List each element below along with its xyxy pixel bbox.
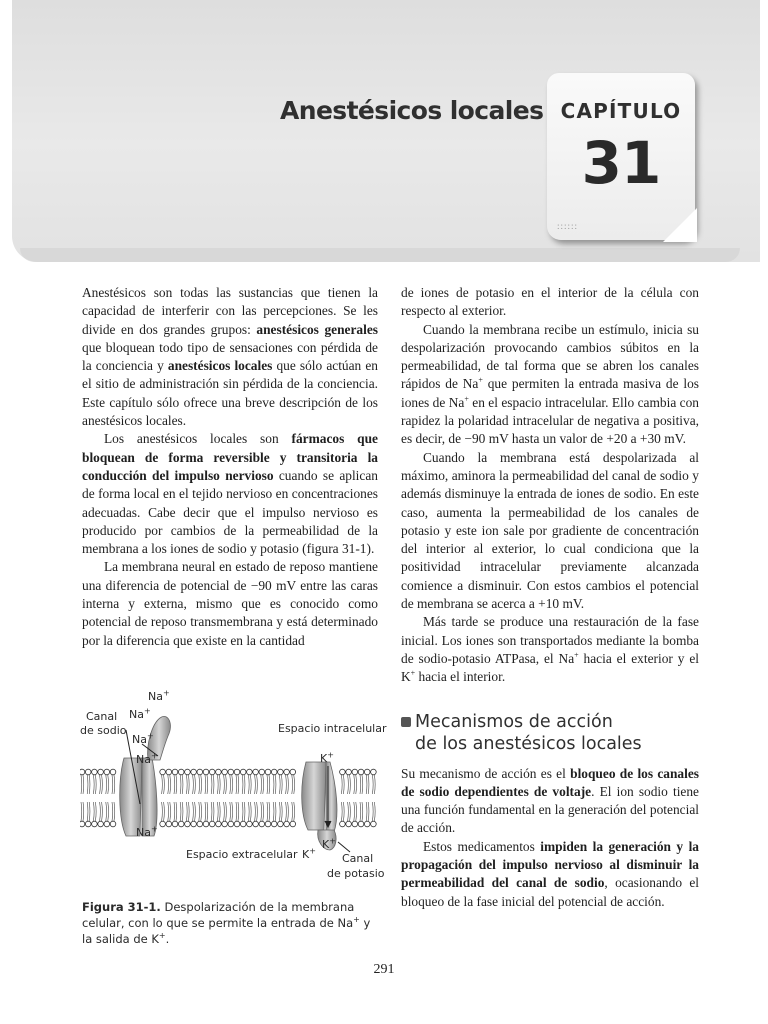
- lipid-tail: [213, 802, 214, 821]
- lipid-head: [209, 769, 215, 775]
- superscript: +: [410, 668, 416, 678]
- lipid-tail: [162, 802, 163, 821]
- label-na: Na+: [148, 688, 170, 703]
- lipid-tail: [267, 775, 268, 794]
- label-na: Na+: [136, 824, 158, 839]
- text-run: que sólo actúan en el sitio de administración sin pérdida de la conciencia. Este capítulo sólo ofrece una breve descripción de los anestésicos locales.: [82, 358, 378, 429]
- lipid-head: [259, 769, 265, 775]
- text-run: en el espacio intracelular. Ello cambia con rapidez la polaridad intracelular de negativa a positiva, es decir, de −90 mV hasta un valor de +20 a +30 mV.: [401, 394, 699, 447]
- lipid-tail: [292, 802, 293, 821]
- lipid-tail: [281, 802, 282, 821]
- text-run: que bloquean todo tipo de sensaciones con pérdida de la conciencia y: [82, 339, 378, 374]
- lipid-tail: [248, 775, 249, 794]
- lipid-head: [191, 769, 197, 775]
- lipid-head: [358, 769, 364, 775]
- label-na: Na+: [132, 731, 154, 746]
- chapter-title: Anestésicos locales: [280, 96, 544, 125]
- lipid-head: [247, 821, 253, 827]
- text-run: Más tarde se produce una restauración de la fase inicial. Los iones son transportados mediante la bomba de sodio-potasio ATPasa, el Na: [401, 614, 699, 666]
- page-number: 291: [373, 962, 395, 977]
- bold-term: anestésicos generales: [256, 321, 379, 337]
- lipid-tail: [211, 775, 212, 794]
- lipid-tail: [372, 802, 373, 821]
- lipid-head: [98, 769, 104, 775]
- lipid-head: [364, 769, 370, 775]
- lipid-head: [247, 769, 253, 775]
- lipid-tail: [341, 802, 342, 821]
- lipid-tail: [360, 802, 361, 821]
- caption-label: Figura 31-1.: [82, 900, 161, 914]
- lipid-tail: [348, 802, 349, 821]
- lipid-head: [222, 821, 228, 827]
- lipid-tail: [261, 802, 262, 821]
- bold-term: impiden la generación y la propagación del impulso nervioso al disminuir la permeabilidad del canal de sodio: [401, 838, 699, 891]
- text-run: Anestésicos son todas las sustancias que tienen la capacidad de interferir con las percepciones. Se les divide en dos grandes grupos:: [82, 285, 378, 337]
- lipid-tail: [164, 775, 165, 794]
- superscript: +: [464, 394, 469, 404]
- lipid-head: [234, 821, 240, 827]
- paragraph: La membrana neural en estado de reposo mantiene una diferencia de potencial de −90 mV entre las caras interna y externa, mismo que es conocido como potencial de reposo transmembrana y está determinado por la diferencia que existe en la cantidad: [82, 559, 378, 648]
- lipid-head: [278, 769, 284, 775]
- bold-term: bloqueo de los canales de sodio dependientes de voltaje: [401, 765, 699, 799]
- paragraph: [401, 321, 699, 449]
- lipid-head: [85, 769, 91, 775]
- left-column: [82, 284, 378, 650]
- lipid-tail: [89, 775, 90, 794]
- lipid-tail: [350, 802, 351, 821]
- lipid-tail: [275, 802, 276, 821]
- lipid-tail: [186, 802, 187, 821]
- lipid-head: [340, 769, 346, 775]
- lipid-tail: [193, 775, 194, 794]
- chapter-label: CAPÍTULO: [560, 99, 682, 123]
- lipid-tail: [106, 775, 107, 794]
- lipid-head: [166, 769, 172, 775]
- lipid-tail: [255, 775, 256, 794]
- lipid-head: [228, 769, 234, 775]
- superscript: +: [478, 376, 483, 386]
- lipid-tail: [273, 802, 274, 821]
- lipid-tail: [199, 775, 200, 794]
- lipid-tail: [93, 802, 94, 821]
- lipid-tail: [255, 802, 256, 821]
- lipid-head: [364, 821, 370, 827]
- lipid-tail: [360, 775, 361, 794]
- lipid-tail: [354, 775, 355, 794]
- lipid-head: [92, 769, 98, 775]
- lipid-head: [178, 821, 184, 827]
- bold-term: fármacos que bloquean de forma reversible y transitoria la conducción del impulso nervioso: [82, 431, 379, 483]
- lipid-tail: [205, 802, 206, 821]
- lipid-tail: [362, 802, 363, 821]
- lipid-tail: [286, 775, 287, 794]
- lipid-tail: [372, 775, 373, 794]
- lipid-head: [340, 821, 346, 827]
- lipid-tail: [100, 775, 101, 794]
- lipid-tail: [180, 802, 181, 821]
- lipid-tail: [83, 802, 84, 821]
- lipid-head: [160, 769, 166, 775]
- lipid-tail: [343, 775, 344, 794]
- lipid-head: [240, 769, 246, 775]
- lipid-head: [290, 769, 296, 775]
- lipid-tail: [366, 802, 367, 821]
- lipid-head: [92, 821, 98, 827]
- lipid-tail: [250, 802, 251, 821]
- lipid-tail: [100, 802, 101, 821]
- lipid-tail: [294, 775, 295, 794]
- lipid-tail: [108, 802, 109, 821]
- lipid-tail: [81, 775, 82, 794]
- lipid-tail: [95, 802, 96, 821]
- lipid-tail: [348, 775, 349, 794]
- bullet-icon: [401, 717, 411, 727]
- lipid-tail: [164, 802, 165, 821]
- lipid-tail: [230, 802, 231, 821]
- text-run: . El ion sodio tiene una función fundamental en la generación del potencial de acción.: [401, 783, 699, 836]
- label-k: K+: [320, 750, 334, 765]
- lipid-tail: [263, 775, 264, 794]
- lipid-tail: [368, 802, 369, 821]
- lipid-tail: [273, 775, 274, 794]
- membrane-figure: [80, 684, 387, 884]
- lipid-tail: [114, 802, 115, 821]
- paragraph: [401, 838, 699, 911]
- lipid-tail: [180, 775, 181, 794]
- lipid-tail: [356, 775, 357, 794]
- lipid-head: [371, 769, 377, 775]
- lipid-head: [104, 769, 110, 775]
- lipid-tail: [93, 775, 94, 794]
- text-run: hacia el exterior y el K: [401, 650, 699, 685]
- text-run: hacia el interior.: [415, 669, 506, 685]
- lipid-tail: [343, 802, 344, 821]
- lipid-head: [197, 821, 203, 827]
- lipid-head: [160, 821, 166, 827]
- lipid-head: [371, 821, 377, 827]
- lipid-tail: [81, 802, 82, 821]
- lipid-tail: [224, 802, 225, 821]
- lipid-head: [172, 769, 178, 775]
- lipid-head: [185, 821, 191, 827]
- paragraph: [401, 765, 699, 838]
- chapter-tab: [547, 73, 695, 240]
- section-heading-line: Mecanismos de acción: [415, 711, 613, 732]
- lipid-tail: [211, 802, 212, 821]
- label-k: K+: [322, 836, 336, 851]
- lipid-tail: [87, 802, 88, 821]
- lipid-head: [80, 821, 85, 827]
- lipid-tail: [263, 802, 264, 821]
- lipid-tail: [236, 802, 237, 821]
- lipid-tail: [366, 775, 367, 794]
- lipid-head: [110, 769, 116, 775]
- lipid-tail: [195, 802, 196, 821]
- lipid-head: [346, 769, 352, 775]
- lipid-tail: [102, 802, 103, 821]
- paragraph: de iones de potasio en el interior de la célula con respecto al exterior.: [401, 285, 699, 319]
- lipid-tail: [224, 775, 225, 794]
- lipid-tail: [261, 775, 262, 794]
- lipid-tail: [354, 802, 355, 821]
- lipid-tail: [174, 775, 175, 794]
- label-na: Na+: [129, 706, 151, 721]
- lipid-tail: [226, 802, 227, 821]
- lipid-head: [203, 769, 209, 775]
- lipid-tail: [195, 775, 196, 794]
- lipid-head: [234, 769, 240, 775]
- lipid-tail: [201, 802, 202, 821]
- lipid-tail: [294, 802, 295, 821]
- paragraph: [82, 284, 378, 430]
- label-k: K+: [302, 846, 316, 861]
- lipid-tail: [186, 775, 187, 794]
- lipid-tail: [244, 802, 245, 821]
- lipid-tail: [275, 775, 276, 794]
- text-run: , ocasionando el bloqueo de la fase inicial del potencial de acción.: [401, 875, 699, 909]
- lipid-head: [80, 769, 85, 775]
- text-run: Cuando la membrana recibe un estímulo, inicia su despolarización provocando cambios súbitos en la permeabilidad, de tal forma que se abren los canales rápidos de Na: [401, 321, 699, 392]
- lipid-tail: [350, 775, 351, 794]
- lipid-tail: [269, 802, 270, 821]
- lipid-tail: [87, 775, 88, 794]
- lipid-tail: [114, 775, 115, 794]
- header-shadow: [20, 248, 740, 262]
- lipid-tail: [368, 775, 369, 794]
- lipid-head: [203, 821, 209, 827]
- lipid-head: [228, 821, 234, 827]
- lipid-tail: [232, 775, 233, 794]
- label-canal-potasio: Canal: [342, 852, 374, 865]
- lipid-tail: [292, 775, 293, 794]
- lipid-tail: [288, 775, 289, 794]
- lipid-tail: [230, 775, 231, 794]
- lipid-head: [253, 821, 259, 827]
- lipid-tail: [374, 775, 375, 794]
- superscript: +: [574, 650, 579, 660]
- lipid-head: [358, 821, 364, 827]
- lipid-head: [110, 821, 116, 827]
- lipid-tail: [269, 775, 270, 794]
- lipid-head: [104, 821, 110, 827]
- superscript: +: [353, 915, 360, 925]
- lipid-tail: [242, 775, 243, 794]
- lipid-head: [185, 769, 191, 775]
- paragraph: Cuando la membrana está despolarizada al máximo, aminora la permeabilidad del canal de sodio y además disminuye la entrada de iones de sodio. En este caso, aumenta la permeabilidad de los canales de potasio y este ion sale por gradiente de concentración del interior al exterior, lo cual condiciona que la positividad intracelular previamente alcanzada comience a disminuir. Con estos cambios el potencial de membrana se acerca a +10 mV.: [401, 449, 699, 612]
- lipid-head: [191, 821, 197, 827]
- lipid-head: [216, 821, 222, 827]
- lipid-tail: [168, 775, 169, 794]
- lipid-head: [197, 769, 203, 775]
- lipid-tail: [356, 802, 357, 821]
- lipid-tail: [257, 802, 258, 821]
- lipid-tail: [362, 775, 363, 794]
- lipid-tail: [213, 775, 214, 794]
- lipid-head: [216, 769, 222, 775]
- lipid-tail: [176, 775, 177, 794]
- label-canal-sodio: de sodio: [80, 724, 127, 737]
- lipid-tail: [207, 775, 208, 794]
- lipid-tail: [170, 775, 171, 794]
- lipid-head: [265, 769, 271, 775]
- lipid-tail: [236, 775, 237, 794]
- chapter-number: 31: [581, 129, 661, 197]
- lipid-tail: [193, 802, 194, 821]
- text-run: .: [165, 932, 170, 946]
- lipid-head: [178, 769, 184, 775]
- text-run: Estos medicamentos: [423, 838, 541, 854]
- label-canal-potasio: de potasio: [327, 867, 385, 880]
- lipid-tail: [238, 802, 239, 821]
- lipid-head: [271, 769, 277, 775]
- superscript: +: [158, 931, 166, 941]
- lipid-tail: [176, 802, 177, 821]
- lipid-tail: [108, 775, 109, 794]
- lipid-tail: [112, 802, 113, 821]
- lipid-tail: [226, 775, 227, 794]
- text-run: que permiten la entrada masiva de los iones de Na: [401, 376, 699, 410]
- right-column: [401, 284, 699, 911]
- lipid-tail: [232, 802, 233, 821]
- label-espacio-extracelular: Espacio extracelular: [186, 848, 298, 861]
- lipid-tail: [219, 775, 220, 794]
- lipid-tail: [250, 775, 251, 794]
- text-run: Despolarización de la membrana celular, con lo que se permite la entrada de Na: [82, 900, 355, 930]
- lipid-tail: [83, 775, 84, 794]
- lipid-tail: [219, 802, 220, 821]
- lipid-tail: [288, 802, 289, 821]
- lipid-tail: [205, 775, 206, 794]
- figure-caption: [82, 899, 380, 947]
- lipid-tail: [374, 802, 375, 821]
- lipid-tail: [188, 775, 189, 794]
- lipid-tail: [242, 802, 243, 821]
- tab-folded-corner: [663, 208, 697, 242]
- lipid-tail: [238, 775, 239, 794]
- lipid-tail: [112, 775, 113, 794]
- lipid-tail: [170, 802, 171, 821]
- text-run: cuando se aplican de forma local en el tejido nervioso en concentraciones adecuadas. Cabe decir que el impulso nervioso es producido por cambios de la permeabilidad de la membrana a los iones de sodio y potasio (figura 31-1).: [82, 467, 378, 557]
- lipid-tail: [248, 802, 249, 821]
- lipid-tail: [188, 802, 189, 821]
- lipid-tail: [201, 775, 202, 794]
- lipid-head: [98, 821, 104, 827]
- lipid-head: [259, 821, 265, 827]
- lipid-tail: [89, 802, 90, 821]
- text-run: Su mecanismo de acción es el: [401, 765, 571, 781]
- lipid-tail: [217, 775, 218, 794]
- text-run: y la salida de K: [82, 916, 371, 946]
- lipid-tail: [102, 775, 103, 794]
- tab-dots-decoration: ::::::: [557, 221, 579, 231]
- lipid-head: [209, 821, 215, 827]
- lipid-tail: [162, 775, 163, 794]
- lipid-tail: [286, 802, 287, 821]
- lipid-tail: [199, 802, 200, 821]
- lipid-head: [222, 769, 228, 775]
- paragraph: [401, 613, 699, 686]
- lipid-head: [346, 821, 352, 827]
- lipid-head: [253, 769, 259, 775]
- lipid-head: [271, 821, 277, 827]
- lipid-tail: [207, 802, 208, 821]
- lipid-head: [265, 821, 271, 827]
- label-espacio-intracelular: Espacio intracelular: [278, 722, 387, 735]
- section-heading-line: de los anestésicos locales: [415, 733, 642, 754]
- label-canal-sodio: Canal: [86, 710, 118, 723]
- text-run: Los anestésicos locales son: [104, 431, 292, 447]
- bold-term: anestésicos locales: [167, 358, 273, 374]
- lipid-tail: [174, 802, 175, 821]
- lipid-tail: [168, 802, 169, 821]
- lipid-head: [284, 821, 290, 827]
- paragraph: [82, 430, 378, 558]
- lipid-tail: [281, 775, 282, 794]
- lipid-head: [172, 821, 178, 827]
- section-heading: [401, 711, 699, 755]
- lipid-tail: [279, 775, 280, 794]
- lipid-tail: [95, 775, 96, 794]
- lipid-tail: [257, 775, 258, 794]
- lipid-head: [166, 821, 172, 827]
- lipid-tail: [182, 802, 183, 821]
- lipid-head: [284, 769, 290, 775]
- lipid-tail: [217, 802, 218, 821]
- lipid-tail: [341, 775, 342, 794]
- lipid-tail: [267, 802, 268, 821]
- lipid-tail: [244, 775, 245, 794]
- lipid-head: [290, 821, 296, 827]
- lipid-head: [352, 821, 358, 827]
- lipid-head: [240, 821, 246, 827]
- lipid-head: [278, 821, 284, 827]
- lipid-tail: [279, 802, 280, 821]
- lipid-tail: [106, 802, 107, 821]
- lipid-tail: [182, 775, 183, 794]
- lipid-head: [352, 769, 358, 775]
- label-na: Na+: [136, 751, 158, 766]
- lipid-head: [85, 821, 91, 827]
